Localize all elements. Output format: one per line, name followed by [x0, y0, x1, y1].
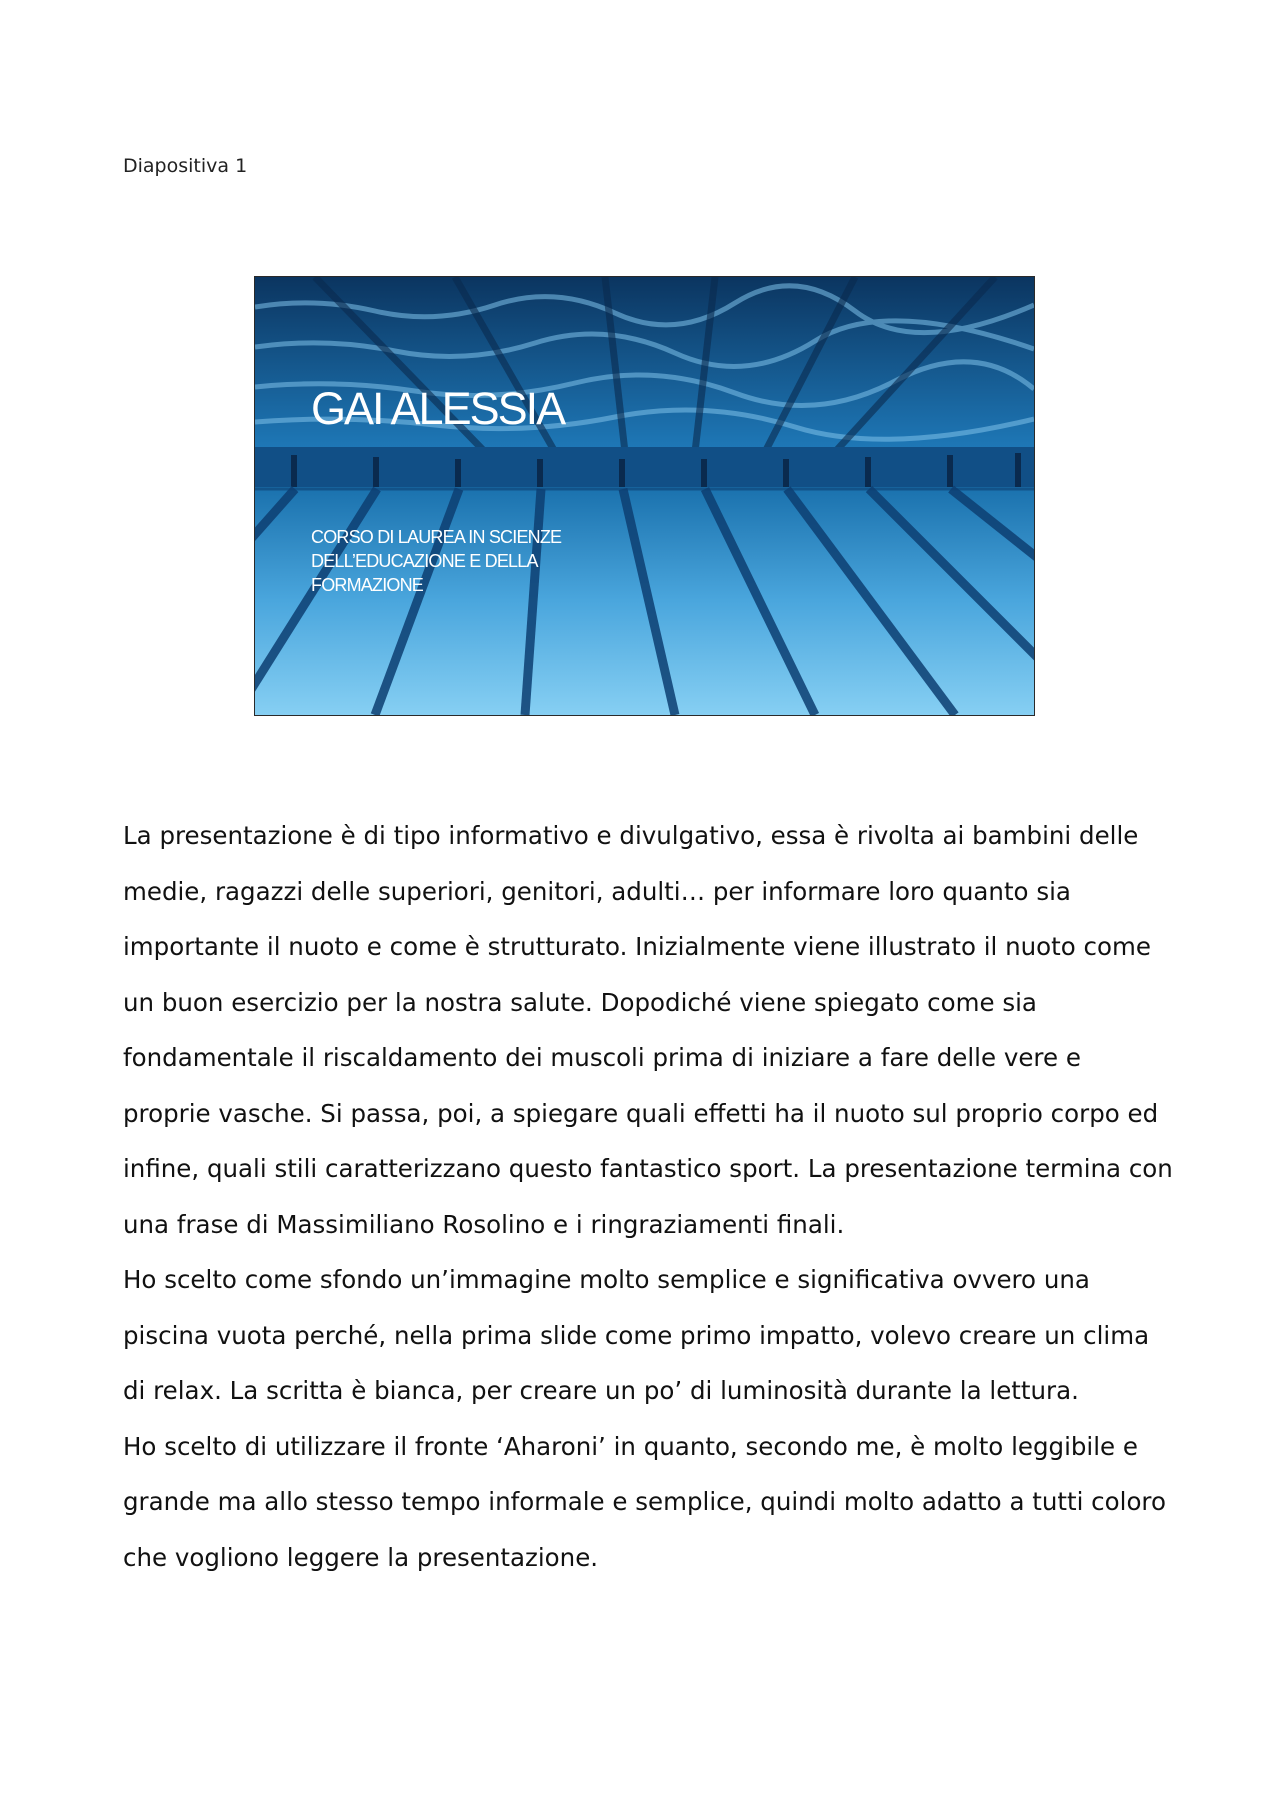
slide-subtitle: CORSO DI LAUREA IN SCIENZE DELL’EDUCAZIONE E DELLA FORMAZIONE	[311, 527, 562, 595]
pool-background-image	[255, 277, 1034, 715]
paragraph-description: La presentazione è di tipo informativo e divulgativo, essa è rivolta ai bambini delle medie, ragazzi delle superiori, genitori, adulti… per informare loro quanto sia importante il nuoto e come è strutturato. Inizialmente viene illustrato il nuoto come un buon esercizio per la nostra salute. Dopodiché viene spiegato come sia fondamentale il riscaldamento dei muscoli prima di iniziare a fare delle vere e proprie vasche. Si passa, poi, a spiegare quali effetti ha il nuoto sul proprio corpo ed infine, quali stili caratterizzano questo fantastico sport. La presentazione termina con una frase di Massimiliano Rosolino e i ringraziamenti finali.	[123, 821, 1173, 1239]
paragraph-font: Ho scelto di utilizzare il fronte ‘Aharoni’ in quanto, secondo me, è molto leggibile e grande ma allo stesso tempo informale e semplice, quindi molto adatto a tutti coloro che vogliono leggere la presentazione.	[123, 1431, 1166, 1572]
slide-thumbnail	[254, 276, 1035, 716]
slide-label: Diapositiva 1	[123, 155, 248, 177]
slide-title: GAI ALESSIA	[311, 383, 565, 434]
paragraph-background: Ho scelto come sfondo un’immagine molto semplice e significativa ovvero una piscina vuota perché, nella prima slide come primo impatto, volevo creare un clima di relax. La scritta è bianca, per creare un po’ di luminosità durante la lettura.	[123, 1265, 1150, 1405]
body-text	[123, 808, 1173, 1585]
